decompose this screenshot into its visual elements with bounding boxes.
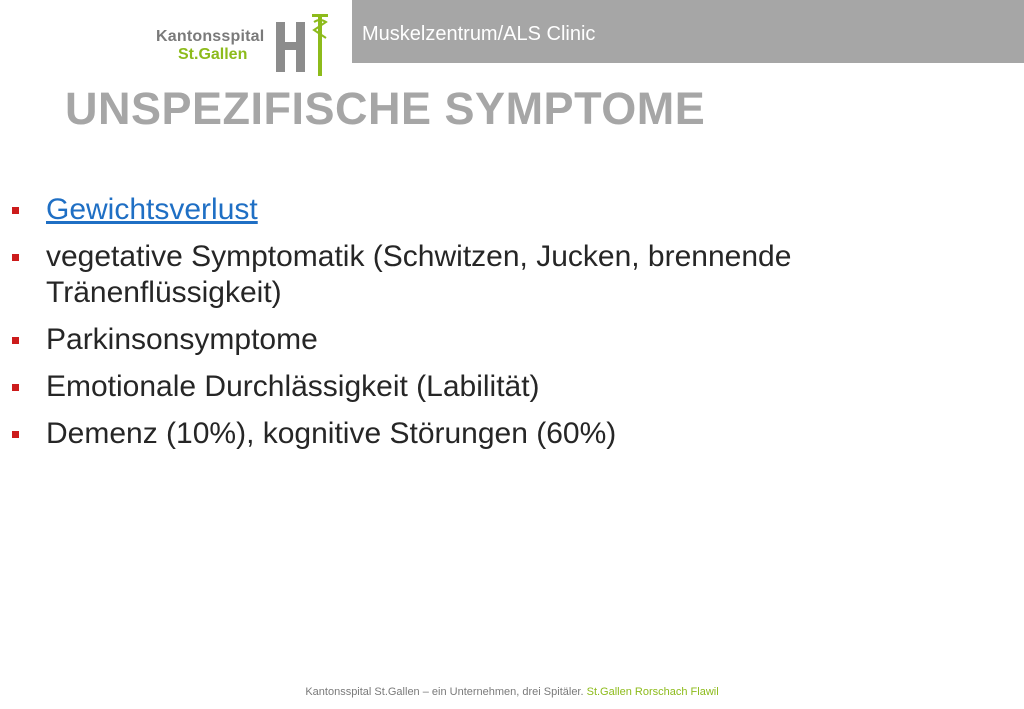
bullet-list (10, 192, 1000, 463)
logo-line-1: Kantonsspital (156, 28, 265, 45)
bullet-marker-icon (12, 254, 19, 261)
header-bar (352, 0, 1024, 63)
bullet-item (10, 416, 1000, 452)
bullet-text: Parkinsonsymptome (46, 323, 318, 356)
bullet-marker-icon (12, 431, 19, 438)
bullet-item (10, 192, 1000, 228)
bullet-text: vegetative Symptomatik (Schwitzen, Jucken, brennende Tränenflüssigkeit) (46, 240, 792, 309)
bullet-item (10, 369, 1000, 405)
clinic-name: Muskelzentrum/ALS Clinic (362, 23, 596, 45)
bullet-text: Demenz (10%), kognitive Störungen (60%) (46, 417, 617, 450)
bullet-text: Emotionale Durchlässigkeit (Labilität) (46, 370, 540, 403)
logo-text (156, 28, 264, 64)
bullet-item (10, 239, 1000, 311)
hospital-logo (152, 8, 352, 68)
bullet-item (10, 322, 1000, 358)
weight-loss-link[interactable]: Gewichtsverlust (46, 193, 258, 226)
bullet-marker-icon (12, 337, 19, 344)
bullet-marker-icon (12, 384, 19, 391)
logo-line-2: St.Gallen (178, 46, 248, 63)
footer-text: Kantonsspital St.Gallen – ein Unternehmen, drei Spitäler. (305, 686, 584, 698)
bullet-marker-icon (12, 207, 19, 214)
footer (0, 686, 1024, 698)
footer-sites: St.Gallen Rorschach Flawil (586, 686, 719, 698)
logo-h-icon (272, 8, 342, 78)
slide-title: UNSPEZIFISCHE SYMPTOME (65, 83, 706, 134)
